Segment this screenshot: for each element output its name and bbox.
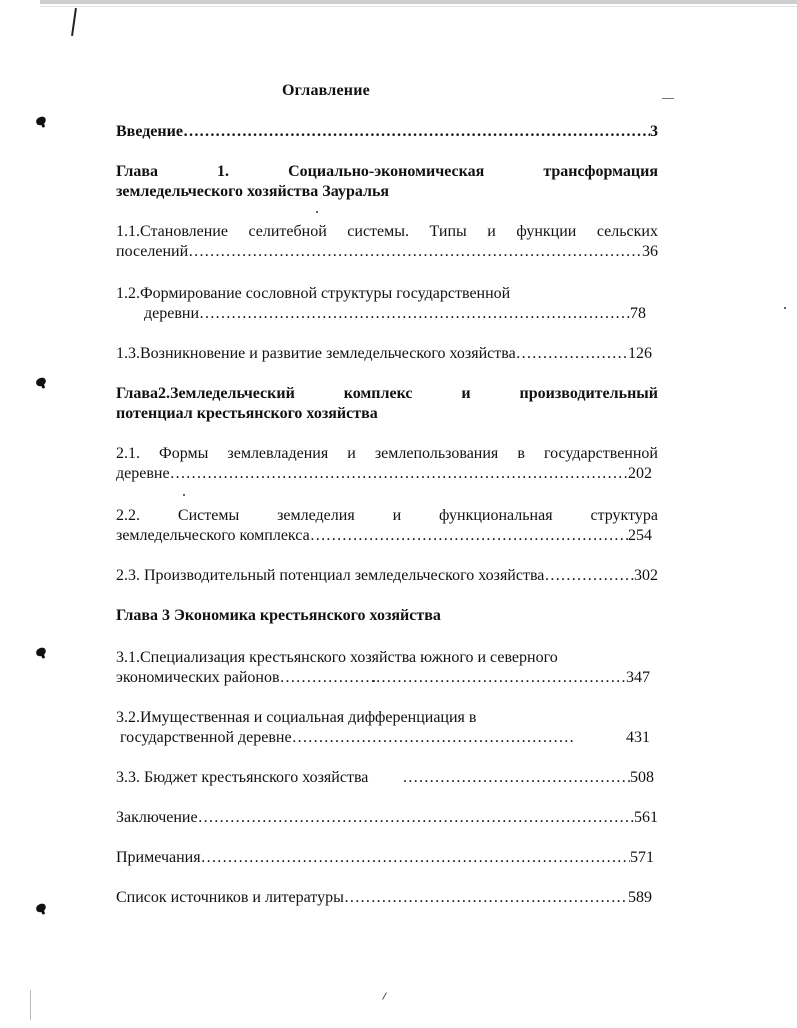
entry-line-1: 2.2. Системы земледелия и функциональная структура [116,507,658,524]
pen-stroke-mark [71,8,77,36]
toc-entry-intro [116,122,658,142]
entry-line-1: 1.2.Формирование сословной структуры государственной [116,285,511,302]
entry-text: деревни [144,305,200,322]
entry-text: государственной деревне [120,729,292,746]
dot-leader [170,464,628,484]
margin-line-mark [30,990,31,1020]
entry-line-2 [116,242,658,262]
toc-entry-notes [116,848,654,868]
dot-leader [199,304,630,324]
entry-text: деревне [116,465,170,482]
toc-title: Оглавление [282,82,370,99]
entry-line-2 [116,526,652,546]
entry-text: экономических районов [116,669,280,686]
entry-line-2 [116,464,652,484]
dash-mark [662,98,674,99]
entry-text: Введение [116,123,183,140]
dot-leader [544,566,634,586]
entry-line-1: 2.1. Формы землевладения и землепользования в государственной [116,445,658,462]
dot-leader [183,122,650,142]
dot-leader [344,888,628,908]
page-number: 254 [628,527,652,544]
toc-entry-1-1 [116,222,658,262]
dot-leader [201,848,630,868]
page-number: 3 [650,123,658,140]
entry-text: 3.3. Бюджет крестьянского хозяйства [116,769,369,786]
toc-entry-conclusion [116,808,658,828]
dot-leader [198,808,634,828]
page-number: 561 [634,809,658,826]
scan-edge-line [40,6,797,7]
dust-speck [316,211,318,213]
dust-speck [183,494,185,496]
toc-entry-3-1 [116,648,650,688]
toc-chapter-2 [116,384,658,424]
toc-entry-1-3 [116,344,652,364]
toc-entry-3-2 [116,708,650,748]
chapter-line-1: Глава 3 Экономика крестьянского хозяйства [116,607,441,624]
page-number: 126 [628,345,652,362]
dot-leader [292,728,574,748]
binding-hole-mark [35,377,47,388]
toc-entry-2-1 [116,444,658,484]
toc-entry-1-2 [116,284,646,324]
page-number: 36 [642,243,658,260]
chapter-line-1: Глава2.Земледельческий комплекс и производительный [116,385,658,402]
dot-leader [188,242,642,262]
toc-entry-sources [116,888,652,908]
page-number: 508 [630,769,654,786]
toc-entry-2-2 [116,506,658,546]
toc-entry-3-3 [116,768,654,788]
entry-text: поселений [116,243,189,260]
page-number: 302 [634,567,658,584]
entry-text: 2.3. Производительный потенциал земледельческого хозяйства [116,567,545,584]
dot-leader [310,526,628,546]
entry-text: земледельческого комплекса [116,527,310,544]
entry-line-1: 3.1.Специализация крестьянского хозяйства южного и северного [116,649,558,666]
page-number: 589 [628,889,652,906]
dot-leader [516,344,628,364]
entry-line-1: 1.1.Становление селитебной системы. Типы и функции сельских [116,223,658,240]
entry-text: 1.3.Возникновение и развитие земледельческого хозяйства [116,345,516,362]
toc-chapter-3 [116,606,658,626]
entry-line-2 [116,668,650,688]
page-number: 571 [630,849,654,866]
entry-text: Заключение [116,809,198,826]
page-number: 202 [628,465,652,482]
chapter-line-1: Глава 1. Социально-экономическая трансформация [116,163,658,180]
binding-hole-mark [35,647,47,658]
page-number: 431 [626,729,650,746]
entry-line-2 [116,728,650,748]
pen-tick-mark [382,992,387,999]
binding-hole-mark [35,903,47,914]
toc-chapter-1 [116,162,658,202]
dot-leader [280,668,626,688]
entry-text: Примечания [116,849,201,866]
page-number: 347 [626,669,650,686]
entry-line-2 [116,304,646,324]
scan-edge-top [40,0,797,4]
dot-leader [402,768,630,788]
chapter-line-2: земледельческого хозяйства Зауралья [116,183,390,200]
chapter-line-2: потенциал крестьянского хозяйства [116,405,378,422]
dust-speck [784,307,786,309]
page-number: 78 [630,305,646,322]
entry-text: Список источников и литературы [116,889,344,906]
binding-hole-mark [35,116,47,127]
entry-line-1: 3.2.Имущественная и социальная дифференциация в [116,709,477,726]
toc-entry-2-3 [116,566,658,586]
